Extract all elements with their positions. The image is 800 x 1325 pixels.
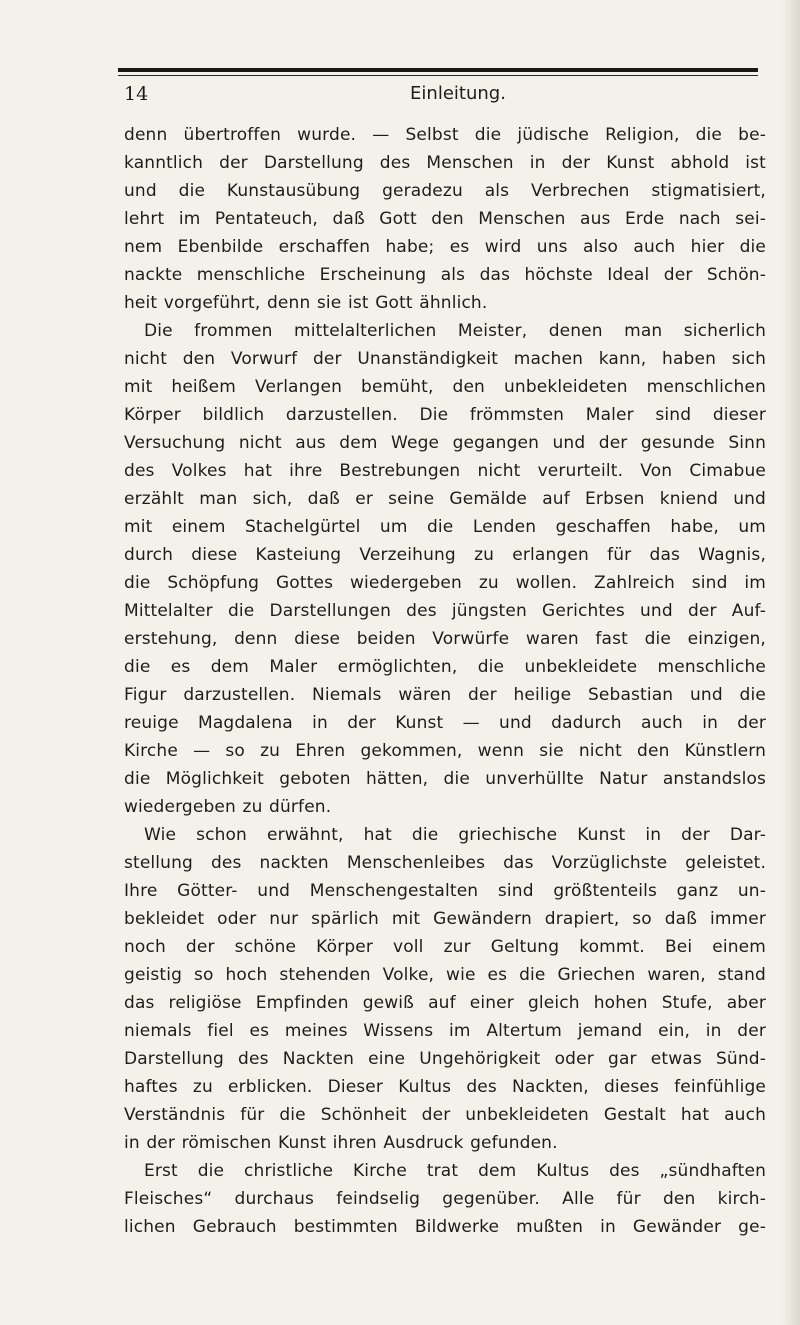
text-line: niemals fiel es meines Wissens im Altertum jemand ein, in der xyxy=(124,1021,766,1041)
running-head: Einleitung. xyxy=(410,83,506,104)
page-header xyxy=(124,82,752,108)
text-line: Fleisches“ durchaus feindselig gegenüber. Alle für den kirch- xyxy=(124,1189,766,1209)
page-edge-shadow xyxy=(782,0,800,1325)
text-line: wiedergeben zu dürfen. xyxy=(124,797,332,817)
text-line: nicht den Vorwurf der Unanständigkeit machen kann, haben sich xyxy=(124,349,766,369)
text-line: Mittelalter die Darstellungen des jüngsten Gerichtes und der Auf- xyxy=(124,601,766,621)
page-number: 14 xyxy=(124,83,149,105)
text-line: mit heißem Verlangen bemüht, den unbekleideten menschlichen xyxy=(124,377,766,397)
text-line: Kirche — so zu Ehren gekommen, wenn sie nicht den Künstlern xyxy=(124,741,766,761)
text-line: und die Kunstausübung geradezu als Verbrechen stigmatisiert, xyxy=(124,181,766,201)
text-line: lichen Gebrauch bestimmten Bildwerke mußten in Gewänder ge- xyxy=(124,1217,766,1237)
text-line: Körper bildlich darzustellen. Die frömmsten Maler sind dieser xyxy=(124,405,766,425)
text-line: reuige Magdalena in der Kunst — und dadurch auch in der xyxy=(124,713,766,733)
text-line: lehrt im Pentateuch, daß Gott den Menschen aus Erde nach sei- xyxy=(124,209,766,229)
text-line: die Schöpfung Gottes wiedergeben zu wollen. Zahlreich sind im xyxy=(124,573,766,593)
text-line: kanntlich der Darstellung des Menschen in der Kunst abhold ist xyxy=(124,153,766,173)
text-line: erzählt man sich, daß er seine Gemälde auf Erbsen kniend und xyxy=(124,489,766,509)
text-line: nackte menschliche Erscheinung als das höchste Ideal der Schön- xyxy=(124,265,766,285)
text-line: Die frommen mittelalterlichen Meister, denen man sicherlich xyxy=(144,321,766,341)
text-line: durch diese Kasteiung Verzeihung zu erlangen für das Wagnis, xyxy=(124,545,766,565)
text-line: Erst die christliche Kirche trat dem Kultus des „sündhaften xyxy=(144,1161,766,1181)
text-line: des Volkes hat ihre Bestrebungen nicht verurteilt. Von Cimabue xyxy=(124,461,766,481)
text-line: das religiöse Empfinden gewiß auf einer gleich hohen Stufe, aber xyxy=(124,993,766,1013)
text-line: Versuchung nicht aus dem Wege gegangen und der gesunde Sinn xyxy=(124,433,766,453)
text-line: Wie schon erwähnt, hat die griechische Kunst in der Dar- xyxy=(144,825,766,845)
text-line: in der römischen Kunst ihren Ausdruck gefunden. xyxy=(124,1133,558,1153)
text-line: stellung des nackten Menschenleibes das Vorzüglichste geleistet. xyxy=(124,853,766,873)
text-line: bekleidet oder nur spärlich mit Gewändern drapiert, so daß immer xyxy=(124,909,766,929)
text-line: geistig so hoch stehenden Volke, wie es die Griechen waren, stand xyxy=(124,965,766,985)
text-line: Figur darzustellen. Niemals wären der heilige Sebastian und die xyxy=(124,685,766,705)
text-line: Darstellung des Nackten eine Ungehörigkeit oder gar etwas Sünd- xyxy=(124,1049,766,1069)
text-line: noch der schöne Körper voll zur Geltung kommt. Bei einem xyxy=(124,937,766,957)
text-line: mit einem Stachelgürtel um die Lenden geschaffen habe, um xyxy=(124,517,766,537)
body-text xyxy=(124,121,766,1241)
header-rule-thin xyxy=(118,75,758,76)
text-line: Ihre Götter- und Menschengestalten sind größtenteils ganz un- xyxy=(124,881,766,901)
text-line: die Möglichkeit geboten hätten, die unverhüllte Natur anstandslos xyxy=(124,769,766,789)
text-line: die es dem Maler ermöglichten, die unbekleidete menschliche xyxy=(124,657,766,677)
text-line: Verständnis für die Schönheit der unbekleideten Gestalt hat auch xyxy=(124,1105,766,1125)
text-line: nem Ebenbilde erschaffen habe; es wird uns also auch hier die xyxy=(124,237,766,257)
text-line: denn übertroffen wurde. — Selbst die jüdische Religion, die be- xyxy=(124,125,766,145)
text-line: heit vorgeführt, denn sie ist Gott ähnlich. xyxy=(124,293,488,313)
text-line: haftes zu erblicken. Dieser Kultus des Nackten, dieses feinfühlige xyxy=(124,1077,766,1097)
header-rule-thick xyxy=(118,68,758,72)
text-line: erstehung, denn diese beiden Vorwürfe waren fast die einzigen, xyxy=(124,629,766,649)
